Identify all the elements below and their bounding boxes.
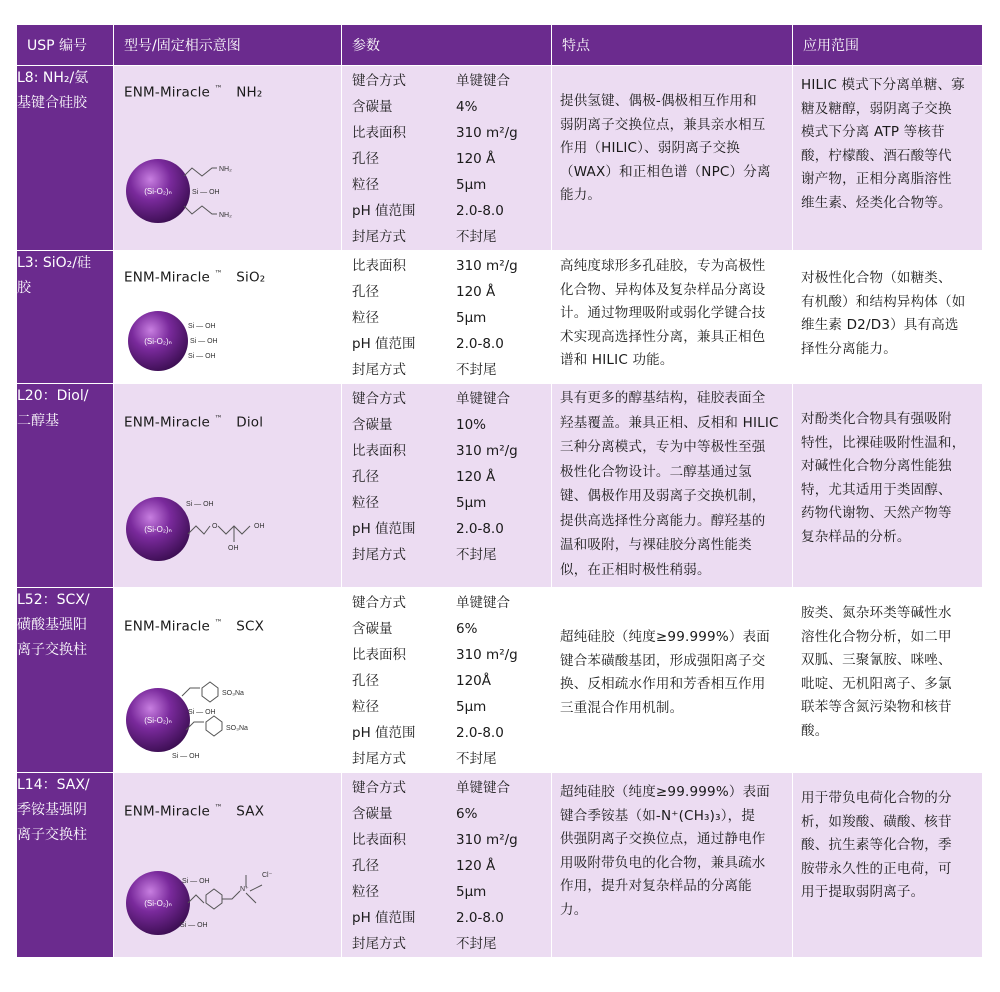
text-line: 换、反相疏水作用和芳香相互作用 (560, 676, 766, 692)
header-model: 型号/固定相示意图 (114, 25, 342, 66)
text-line: 羟基覆盖。兼具正相、反相和 HILIC (560, 414, 779, 431)
param-key: pH 值范围 (352, 336, 416, 352)
param-key: 比表面积 (352, 832, 406, 848)
param-row (342, 253, 551, 279)
text-line: 力。 (560, 901, 588, 918)
stationary-phase-diagram (122, 301, 272, 381)
param-key: 封尾方式 (352, 229, 406, 245)
text-line: 谱和 HILIC 功能。 (560, 352, 674, 368)
params-cell (342, 384, 552, 588)
param-value: 120 Å (456, 151, 496, 167)
param-row (342, 879, 551, 905)
text-line: 能力。 (560, 187, 602, 203)
param-row (342, 516, 551, 542)
stationary-phase-diagram (122, 146, 272, 236)
param-key: 孔径 (352, 151, 379, 167)
application-cell (793, 773, 983, 958)
param-key: 含碳量 (352, 806, 393, 822)
model-name: ENM-Miracle ™ SAX (124, 803, 265, 820)
stationary-phase-diagram (122, 674, 292, 766)
param-row (342, 642, 551, 668)
param-value: 单键键合 (456, 780, 510, 796)
param-value: 5μm (456, 884, 487, 900)
param-key: 封尾方式 (352, 547, 406, 563)
param-value: 不封尾 (456, 362, 497, 378)
param-key: 粒径 (352, 699, 379, 715)
param-value: 不封尾 (456, 936, 497, 952)
text-line: 超纯硅胶（纯度≥99.999%）表面 (560, 784, 770, 800)
param-row (342, 775, 551, 801)
bead-label: (Si-O₂)ₙ (144, 899, 172, 908)
svg-text:Si — OH: Si — OH (188, 323, 216, 330)
svg-text:Cl⁻: Cl⁻ (262, 872, 273, 879)
param-row (342, 616, 551, 642)
param-value: 310 m²/g (456, 443, 518, 459)
param-value: 2.0-8.0 (456, 725, 504, 741)
header-features: 特点 (552, 25, 793, 66)
model-name: ENM-Miracle ™ SCX (124, 618, 265, 635)
text-line: 具有更多的醇基结构，硅胶表面全 (560, 390, 766, 406)
param-key: 粒径 (352, 495, 379, 511)
bead-label: (Si-O₂)ₙ (144, 187, 172, 196)
table-row (17, 251, 983, 384)
param-value: 不封尾 (456, 547, 497, 563)
param-key: 键合方式 (352, 73, 406, 89)
param-key: pH 值范围 (352, 521, 416, 537)
param-key: 孔径 (352, 858, 379, 874)
table-row (17, 384, 983, 588)
model-cell (114, 251, 342, 384)
param-key: 孔径 (352, 673, 379, 689)
param-row (342, 198, 551, 224)
model-cell (114, 66, 342, 251)
params-cell (342, 66, 552, 251)
param-value: 6% (456, 621, 478, 637)
params-cell (342, 588, 552, 773)
param-value: 5μm (456, 699, 487, 715)
param-value: 5μm (456, 310, 487, 326)
text-line: 键合季铵基（如-N⁺(CH₃)₃），提 (560, 807, 756, 824)
param-value: 310 m²/g (456, 647, 518, 663)
text-line: 似，在正相时极性稍弱。 (560, 561, 711, 578)
usp-cell (17, 773, 114, 958)
features-cell (552, 66, 793, 251)
model-name: ENM-Miracle ™ Diol (124, 414, 264, 431)
model-cell (114, 773, 342, 958)
usp-line: 基键合硅胶 (17, 95, 87, 111)
usp-line: L8: NH₂/氨 (17, 70, 89, 86)
param-row (342, 224, 551, 250)
param-value: 120 Å (456, 284, 496, 300)
svg-text:SO₃Na: SO₃Na (222, 690, 244, 697)
param-value: 2.0-8.0 (456, 336, 504, 352)
text-line: 术实现高选择性分离，兼具正相色 (560, 328, 766, 345)
svg-text:OH: OH (254, 523, 265, 530)
bead-label: (Si-O₂)ₙ (144, 716, 172, 725)
text-line: 键合苯磺酸基团，形成强阳离子交 (560, 652, 766, 669)
text-line: 弱阴离子交换位点，兼具亲水相互 (560, 116, 766, 133)
param-value: 单键键合 (456, 73, 510, 89)
stationary-phase-diagram (122, 857, 292, 949)
param-key: 含碳量 (352, 417, 393, 433)
text-line: 双胍、三聚氰胺、咪唑、 (801, 652, 952, 668)
features-cell (552, 773, 793, 958)
usp-line: 二醇基 (17, 413, 59, 429)
usp-line: 离子交换柱 (17, 827, 87, 843)
product-table (16, 24, 983, 958)
header-usp: USP 编号 (17, 25, 114, 66)
param-row (342, 590, 551, 616)
param-row (342, 668, 551, 694)
features-cell (552, 588, 793, 773)
param-value: 310 m²/g (456, 832, 518, 848)
text-line: 酸。 (801, 722, 829, 739)
model-name: ENM-Miracle ™ NH₂ (124, 84, 263, 101)
usp-line: 离子交换柱 (17, 642, 87, 658)
param-value: 310 m²/g (456, 125, 518, 141)
svg-text:Si — OH: Si — OH (180, 922, 208, 929)
param-value: 6% (456, 806, 478, 822)
features-cell (552, 251, 793, 384)
text-line: 酸、抗生素等化合物，季 (801, 837, 952, 853)
header-params: 参数 (342, 25, 552, 66)
text-line: 三种分离模式，专为中等极性至强 (560, 439, 766, 455)
model-cell (114, 384, 342, 588)
param-key: 封尾方式 (352, 362, 406, 378)
param-key: pH 值范围 (352, 725, 416, 741)
param-key: 封尾方式 (352, 936, 406, 952)
text-line: 析，如羧酸、磺酸、核苷 (801, 813, 952, 830)
text-line: 作用（HILIC）、弱阴离子交换 (560, 140, 741, 156)
table-row (17, 588, 983, 773)
param-row (342, 331, 551, 357)
bead-label: (Si-O₂)ₙ (144, 525, 172, 534)
param-value: 120 Å (456, 858, 496, 874)
text-line: 对极性化合物（如糖类、 (801, 270, 952, 286)
svg-text:Si — OH: Si — OH (182, 878, 210, 885)
param-key: pH 值范围 (352, 910, 416, 926)
application-cell (793, 384, 983, 588)
text-line: 择性分离能力。 (801, 340, 897, 357)
param-value: 2.0-8.0 (456, 521, 504, 537)
param-row (342, 694, 551, 720)
text-line: 胺类、氮杂环类等碱性水 (801, 605, 952, 621)
svg-text:Si — OH: Si — OH (172, 753, 200, 760)
param-value: 单键键合 (456, 595, 510, 611)
param-key: 孔径 (352, 284, 379, 300)
param-value: 120Å (456, 673, 492, 689)
text-line: 计。通过物理吸附或弱化学键合技 (560, 305, 766, 321)
param-value: 4% (456, 99, 478, 115)
svg-text:Si — OH: Si — OH (186, 501, 214, 508)
params-cell (342, 251, 552, 384)
params-cell (342, 773, 552, 958)
param-row (342, 438, 551, 464)
param-key: 封尾方式 (352, 751, 406, 767)
param-row (342, 827, 551, 853)
param-row (342, 279, 551, 305)
text-line: （WAX）和正相色谱（NPC）分离 (560, 163, 771, 180)
param-row (342, 490, 551, 516)
param-row (342, 412, 551, 438)
svg-text:Si — OH: Si — OH (188, 353, 216, 360)
text-line: 超纯硅胶（纯度≥99.999%）表面 (560, 629, 770, 645)
svg-text:SO₃Na: SO₃Na (226, 725, 248, 732)
param-key: 比表面积 (352, 125, 406, 141)
application-cell (793, 251, 983, 384)
svg-text:N⁺: N⁺ (240, 886, 249, 893)
header-application: 应用范围 (793, 25, 983, 66)
param-key: pH 值范围 (352, 203, 416, 219)
svg-text:O: O (212, 523, 218, 530)
param-row (342, 305, 551, 331)
param-key: 含碳量 (352, 621, 393, 637)
param-key: 比表面积 (352, 258, 406, 274)
usp-line: 胶 (17, 280, 31, 296)
text-line: 供强阴离子交换位点，通过静电作 (560, 831, 766, 847)
table-row (17, 66, 983, 251)
text-line: 模式下分离 ATP 等核苷 (801, 124, 945, 140)
param-row (342, 542, 551, 568)
usp-cell (17, 66, 114, 251)
text-line: 用于带负电荷化合物的分 (801, 790, 952, 806)
param-row (342, 746, 551, 772)
text-line: 提供高选择性分离能力。醇羟基的 (560, 512, 766, 529)
param-row (342, 120, 551, 146)
param-value: 310 m²/g (456, 258, 518, 274)
text-line: 维生素、烃类化合物等。 (801, 194, 952, 211)
text-line: 联苯等含氮污染物和核苷 (801, 699, 952, 715)
text-line: 对碱性化合物分离性能独 (801, 458, 952, 474)
svg-text:OH: OH (228, 545, 239, 552)
text-line: 三重混合作用机制。 (560, 699, 684, 716)
text-line: 谢产物，正相分离脂溶性 (801, 171, 952, 187)
application-cell (793, 66, 983, 251)
usp-cell (17, 251, 114, 384)
text-line: 复杂样品的分析。 (801, 528, 911, 545)
text-line: 溶性化合物分析，如二甲 (801, 628, 952, 645)
param-row (342, 853, 551, 879)
param-value: 10% (456, 417, 487, 433)
stationary-phase-diagram (122, 484, 282, 574)
text-line: 胺带永久性的正电荷，可 (801, 860, 952, 877)
param-value: 2.0-8.0 (456, 203, 504, 219)
usp-cell (17, 384, 114, 588)
param-row (342, 68, 551, 94)
param-row (342, 464, 551, 490)
text-line: 极性化合物设计。二醇基通过氢 (560, 463, 752, 480)
param-value: 2.0-8.0 (456, 910, 504, 926)
param-key: 比表面积 (352, 443, 406, 459)
param-key: 粒径 (352, 884, 379, 900)
svg-text:Si — OH: Si — OH (188, 709, 216, 716)
param-row (342, 172, 551, 198)
features-cell (552, 384, 793, 588)
text-line: 温和吸附，与裸硅胶分离性能类 (560, 537, 752, 553)
text-line: 维生素 D2/D3）具有高选 (801, 317, 959, 333)
param-value: 不封尾 (456, 229, 497, 245)
usp-line: L52：SCX/ (17, 592, 90, 608)
param-value: 5μm (456, 495, 487, 511)
usp-line: 季铵基强阴 (17, 802, 87, 818)
param-row (342, 720, 551, 746)
text-line: 吡啶、无机阳离子、多氯 (801, 675, 952, 692)
text-line: 特性，比裸硅吸附性温和， (801, 434, 966, 451)
text-line: 对酚类化合物具有强吸附 (801, 411, 952, 427)
param-key: 比表面积 (352, 647, 406, 663)
text-line: HILIC 模式下分离单糖、寡 (801, 77, 965, 93)
param-key: 粒径 (352, 310, 379, 326)
usp-line: L20：Diol/ (17, 388, 89, 404)
text-line: 用吸附带负电的化合物，兼具疏水 (560, 854, 766, 871)
param-key: 键合方式 (352, 780, 406, 796)
header-row (17, 25, 983, 66)
text-line: 键、偶极作用及弱离子交换机制， (560, 488, 766, 504)
text-line: 糖及糖醇，弱阴离子交换 (801, 100, 952, 117)
text-line: 提供氢键、偶极-偶极相互作用和 (560, 93, 757, 109)
param-key: 含碳量 (352, 99, 393, 115)
text-line: 高纯度球形多孔硅胶，专为高极性 (560, 258, 766, 274)
text-line: 作用，提升对复杂样品的分离能 (560, 878, 752, 894)
param-row (342, 357, 551, 383)
model-cell (114, 588, 342, 773)
param-value: 不封尾 (456, 751, 497, 767)
usp-cell (17, 588, 114, 773)
usp-line: L14：SAX/ (17, 777, 90, 793)
text-line: 药物代谢物、天然产物等 (801, 505, 952, 521)
param-value: 120 Å (456, 469, 496, 485)
param-key: 键合方式 (352, 391, 406, 407)
text-line: 酸，柠檬酸、酒石酸等代 (801, 147, 952, 164)
param-value: 5μm (456, 177, 487, 193)
param-row (342, 146, 551, 172)
usp-line: L3: SiO₂/硅 (17, 255, 91, 271)
svg-text:Si — OH: Si — OH (192, 189, 220, 196)
param-key: 粒径 (352, 177, 379, 193)
param-key: 键合方式 (352, 595, 406, 611)
usp-line: 磺酸基强阳 (17, 617, 87, 633)
param-row (342, 905, 551, 931)
param-row (342, 931, 551, 957)
model-name: ENM-Miracle ™ SiO₂ (124, 269, 266, 286)
text-line: 用于提取弱阴离子。 (801, 884, 925, 900)
svg-text:Si — OH: Si — OH (190, 338, 218, 345)
text-line: 特，尤其适用于类固醇、 (801, 481, 952, 498)
table-row (17, 773, 983, 958)
bead-label: (Si-O₂)ₙ (144, 337, 172, 346)
svg-text:NH₂: NH₂ (219, 166, 232, 173)
application-cell (793, 588, 983, 773)
param-row (342, 386, 551, 412)
text-line: 有机酸）和结构异构体（如 (801, 293, 966, 310)
svg-text:NH₂: NH₂ (219, 212, 232, 219)
param-row (342, 801, 551, 827)
param-row (342, 94, 551, 120)
param-key: 孔径 (352, 469, 379, 485)
param-value: 单键键合 (456, 391, 510, 407)
text-line: 化合物、异构体及复杂样品分离设 (560, 281, 766, 298)
